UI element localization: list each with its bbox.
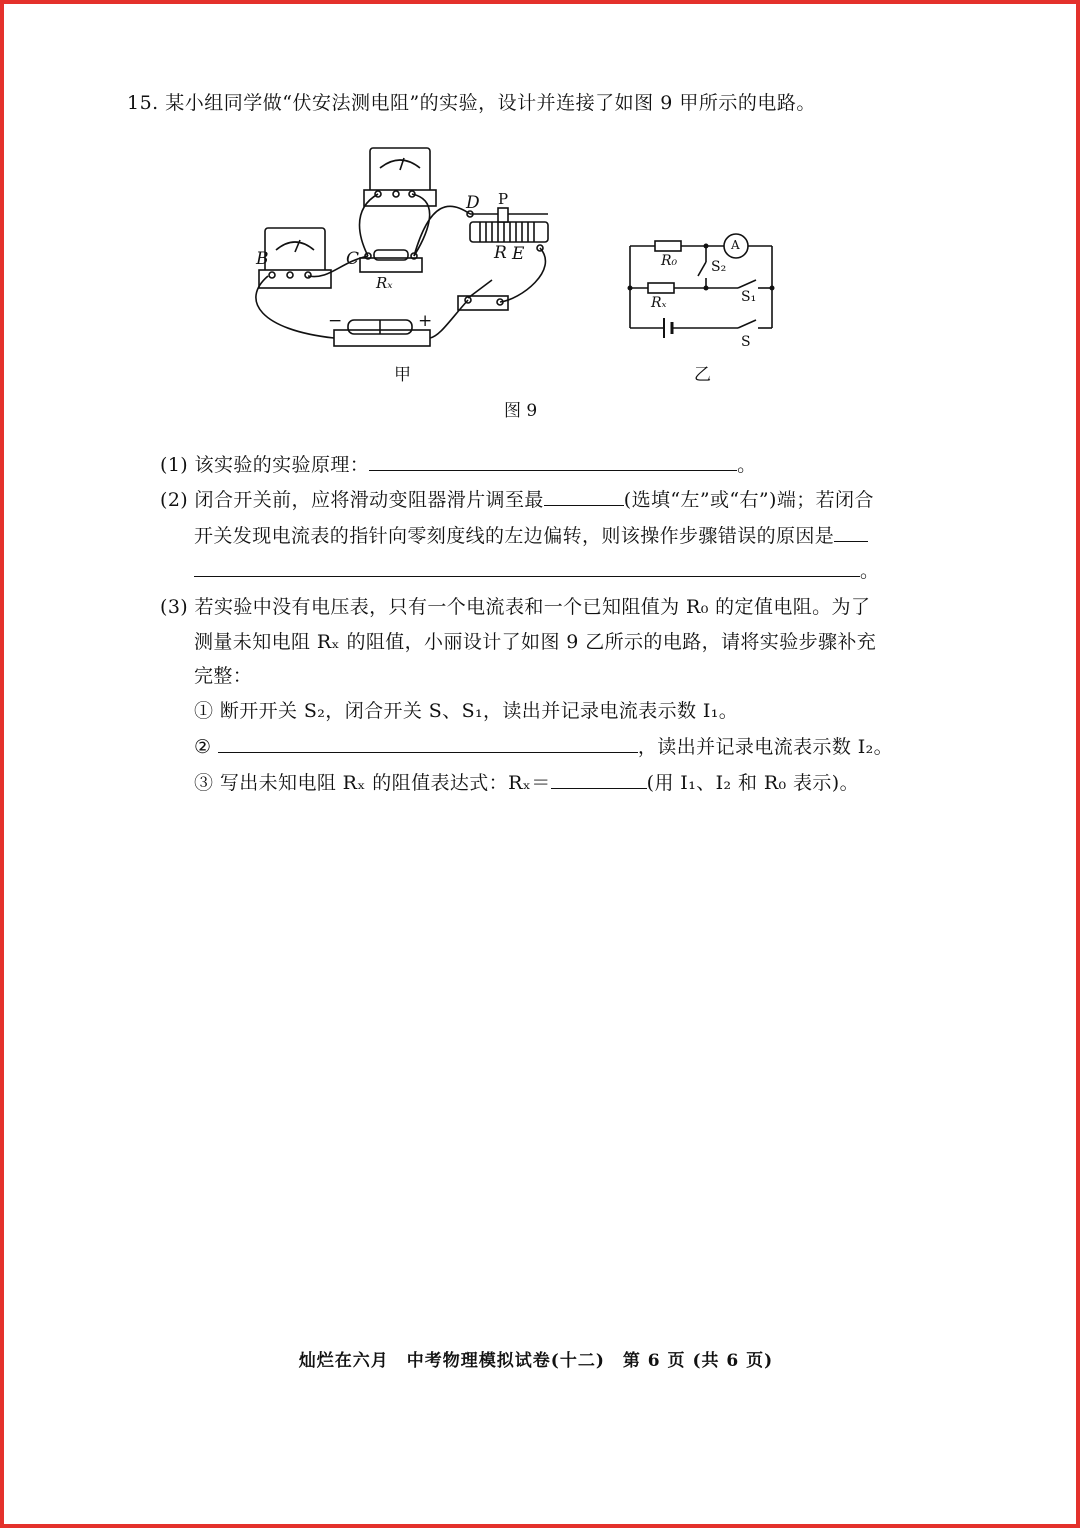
figure-9-drawing bbox=[0, 0, 1080, 420]
question-title: 15. 某小组同学做“伏安法测电阻”的实验，设计并连接了如图 9 甲所示的电路。 bbox=[127, 92, 816, 114]
step-3 bbox=[194, 768, 859, 795]
answer-blank-2c[interactable] bbox=[194, 558, 860, 577]
label-s: S bbox=[741, 334, 751, 350]
label-r0: R₀ bbox=[661, 253, 678, 269]
step-2-prefix: ② bbox=[194, 736, 212, 758]
figure-caption: 图 9 bbox=[504, 401, 538, 421]
ammeter-icon bbox=[259, 228, 331, 288]
part-2-suffix: 。 bbox=[860, 560, 880, 582]
step-1: ① 断开开关 S₂，闭合开关 S、S₁，读出并记录电流表示数 I₁。 bbox=[194, 700, 739, 722]
label-ammeter: A bbox=[731, 238, 740, 252]
step-2-suffix: ，读出并记录电流表示数 I₂。 bbox=[637, 736, 894, 758]
label-rx-right: Rₓ bbox=[651, 295, 667, 311]
part-1 bbox=[160, 450, 757, 477]
label-c: C bbox=[346, 249, 360, 269]
wire bbox=[414, 206, 470, 256]
label-plus: + bbox=[418, 311, 433, 331]
label-s2: S₂ bbox=[711, 259, 727, 275]
r0-resistor bbox=[655, 241, 681, 251]
part-1-suffix: 。 bbox=[737, 454, 757, 476]
answer-blank-3a[interactable] bbox=[218, 734, 638, 753]
label-rx-left: Rₓ bbox=[376, 274, 393, 292]
battery-icon bbox=[334, 320, 430, 346]
part-3-line-3: 完整： bbox=[194, 665, 253, 687]
part-3-line-1: (3) 若实验中没有电压表，只有一个电流表和一个已知阻值为 R₀ 的定值电阻。为了 bbox=[160, 596, 871, 618]
part-2-line-1 bbox=[160, 485, 874, 512]
answer-blank-3b[interactable] bbox=[551, 770, 647, 789]
step-2 bbox=[194, 732, 893, 759]
step-3-prefix: ③ 写出未知电阻 Rₓ 的阻值表达式：Rₓ＝ bbox=[194, 772, 551, 794]
answer-blank-2a[interactable] bbox=[544, 487, 624, 506]
resistor-rx-icon bbox=[360, 250, 422, 272]
figure-left-label: 甲 bbox=[394, 365, 411, 385]
label-e: E bbox=[512, 244, 525, 264]
label-p: P bbox=[498, 190, 509, 208]
wire bbox=[430, 300, 468, 338]
label-b: B bbox=[256, 249, 269, 269]
part-2-text-c: 开关发现电流表的指针向零刻度线的左边偏转，则该操作步骤错误的原因是 bbox=[194, 525, 835, 547]
part-2-line-3 bbox=[194, 556, 879, 583]
label-minus: − bbox=[328, 311, 343, 331]
voltmeter-icon bbox=[364, 148, 436, 206]
label-r: R bbox=[494, 243, 507, 263]
switch-icon bbox=[458, 280, 508, 310]
page-footer: 灿烂在六月 中考物理模拟试卷(十二) 第 6 页 (共 6 页) bbox=[298, 1351, 774, 1371]
rheostat-icon bbox=[467, 208, 548, 251]
answer-blank-2b[interactable] bbox=[834, 523, 868, 542]
part-2-text-a: (2) 闭合开关前，应将滑动变阻器滑片调至最 bbox=[160, 489, 544, 511]
part-2-text-b: (选填“左”或“右”)端；若闭合 bbox=[623, 489, 874, 511]
rx-resistor bbox=[648, 283, 674, 293]
label-d: D bbox=[466, 193, 480, 213]
step-3-suffix: (用 I₁、I₂ 和 R₀ 表示)。 bbox=[646, 772, 859, 794]
part-1-prefix: (1) 该实验的实验原理： bbox=[160, 454, 370, 476]
part-2-line-2 bbox=[194, 521, 868, 548]
answer-blank-1[interactable] bbox=[369, 452, 737, 471]
label-s1: S₁ bbox=[741, 289, 757, 305]
figure-right-label: 乙 bbox=[694, 365, 711, 385]
part-3-line-2: 测量未知电阻 Rₓ 的阻值，小丽设计了如图 9 乙所示的电路，请将实验步骤补充 bbox=[194, 631, 877, 653]
